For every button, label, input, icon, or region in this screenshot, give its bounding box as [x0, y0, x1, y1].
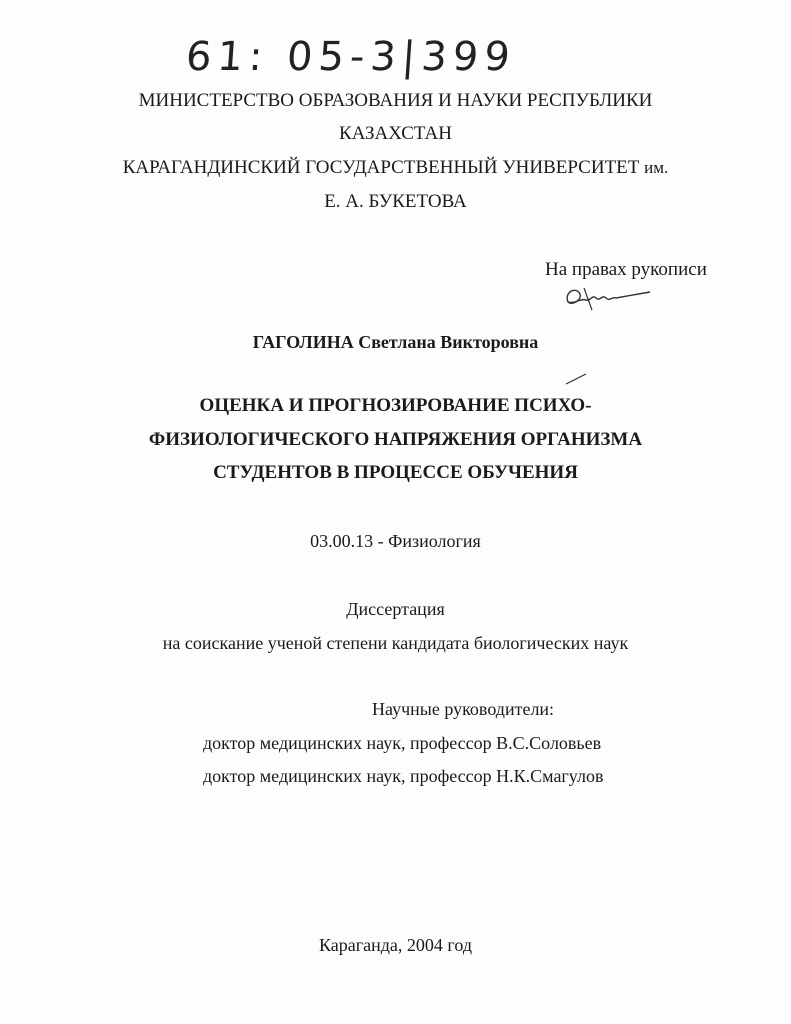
ministry-line-1: МИНИСТЕРСТВО ОБРАЗОВАНИЯ И НАУКИ РЕСПУБЛИКИ	[138, 90, 653, 111]
title-line-1: ОЦЕНКА И ПРОГНОЗИРОВАНИЕ ПСИХО-	[199, 395, 592, 416]
supervisor-2: доктор медицинских наук, профессор Н.К.Смагулов	[203, 766, 604, 786]
manuscript-rights-note: На правах рукописи	[545, 259, 707, 280]
title-line-2: ФИЗИОЛОГИЧЕСКОГО НАПРЯЖЕНИЯ ОРГАНИЗМА	[148, 429, 643, 450]
handwritten-tick-mark	[564, 372, 588, 386]
title-line-3: СТУДЕНТОВ В ПРОЦЕССЕ ОБУЧЕНИЯ	[213, 462, 578, 483]
author-given-names: Светлана Викторовна	[358, 332, 539, 352]
author-name	[0, 331, 791, 353]
place-and-year: Караганда, 2004 год	[319, 935, 472, 955]
degree-line: на соискание ученой степени кандидата биологических наук	[162, 633, 629, 653]
university-suffix: им.	[644, 158, 669, 177]
supervisor-1: доктор медицинских наук, профессор В.С.Соловьев	[203, 733, 602, 753]
ministry-line-2: КАЗАХСТАН	[339, 123, 452, 144]
handwritten-archive-number: 61: 05-3|399	[184, 34, 518, 80]
supervisors-heading: Научные руководители:	[372, 699, 555, 719]
university-line-1	[0, 157, 791, 179]
university-name: КАРАГАНДИНСКИЙ ГОСУДАРСТВЕННЫЙ УНИВЕРСИТЕТ	[122, 157, 640, 178]
author-surname: ГАГОЛИНА	[252, 332, 354, 352]
university-line-2: Е. А. БУКЕТОВА	[324, 191, 467, 212]
signature-mark	[562, 280, 662, 314]
specialty-code: 03.00.13 - Физиология	[310, 531, 481, 551]
work-type: Диссертация	[346, 599, 445, 619]
